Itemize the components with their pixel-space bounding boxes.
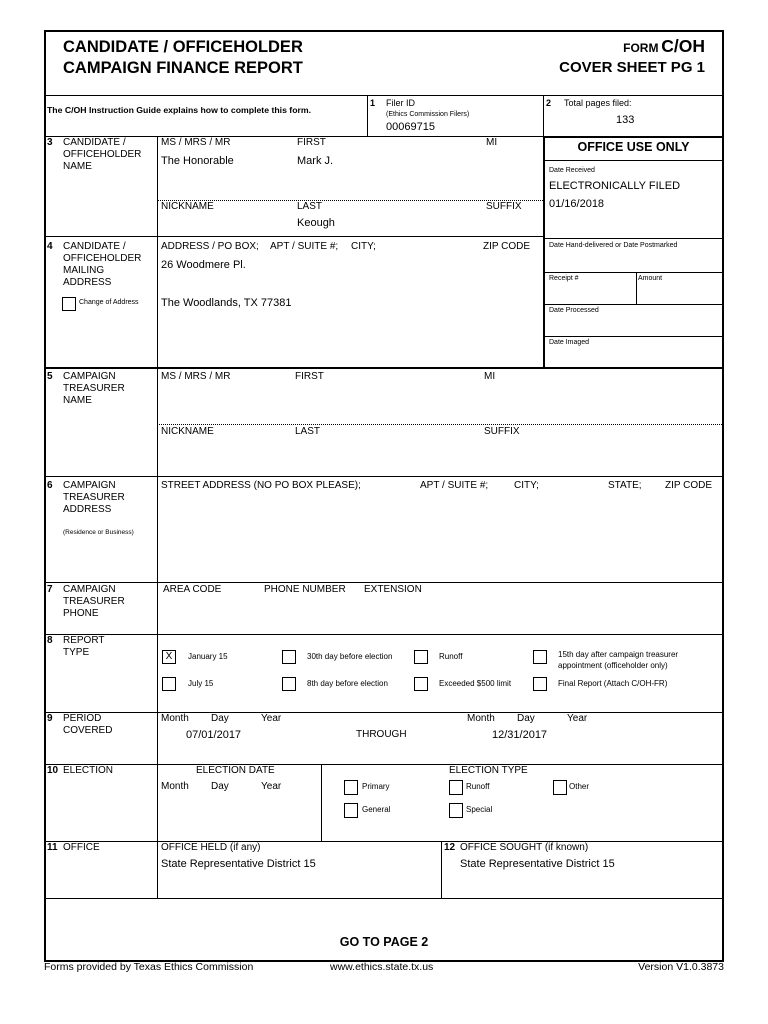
label-line: TREASURER [63, 492, 125, 503]
first-name-label: FIRST [297, 137, 326, 148]
receipt-label: Receipt # [549, 275, 579, 282]
total-pages-value[interactable]: 133 [616, 114, 635, 126]
suffix-label: SUFFIX [486, 201, 522, 212]
report-type-option-label: 8th day before election [307, 679, 388, 688]
prefix-label: MS / MRS / MR [161, 137, 231, 148]
go-to-page-2: GO TO PAGE 2 [339, 935, 429, 949]
election-type-option-label: General [362, 805, 391, 814]
election-other-checkbox[interactable] [553, 780, 567, 795]
year-label: Year [261, 713, 282, 724]
period-covered-section-label [63, 713, 112, 737]
report-type-option-label-continued: appointment (officeholder only) [558, 661, 668, 670]
section-number: 9 [47, 713, 53, 724]
section-number: 2 [546, 98, 552, 108]
treasurer-phone-section-label [63, 584, 125, 620]
divider [543, 336, 724, 337]
month-label: Month [161, 781, 189, 792]
form-code-heading [623, 36, 705, 60]
last-name-label: LAST [297, 201, 323, 212]
form-code: C/OH [661, 36, 705, 56]
label-line: OFFICEHOLDER [63, 253, 142, 264]
last-name-label: LAST [295, 426, 321, 437]
section-number: 7 [47, 584, 53, 595]
label-line: TREASURER [63, 383, 125, 394]
report-type-option-label: Runoff [439, 652, 463, 661]
period-from-value[interactable]: 07/01/2017 [186, 729, 242, 741]
form-title-line2: CAMPAIGN FINANCE REPORT [63, 59, 303, 77]
office-use-title: OFFICE USE ONLY [577, 140, 690, 154]
label-line: ADDRESS [63, 504, 112, 515]
divider [543, 238, 724, 239]
section-number: 5 [47, 371, 53, 382]
label-line: OFFICEHOLDER [63, 149, 142, 160]
section-number: 10 [47, 765, 59, 776]
date-received-label: Date Received [549, 167, 595, 174]
zip-code-label: ZIP CODE [483, 241, 531, 252]
section-number: 11 [47, 842, 58, 853]
label-column-divider [157, 136, 158, 898]
suffix-label: SUFFIX [484, 426, 520, 437]
city-label: CITY; [351, 241, 376, 252]
divider [44, 764, 724, 765]
report-type-8th-day-checkbox[interactable] [282, 677, 296, 691]
label-line: TYPE [63, 647, 90, 658]
footer-url: www.ethics.state.tx.us [330, 961, 434, 973]
year-label: Year [261, 781, 282, 792]
election-date-label: ELECTION DATE [196, 765, 275, 776]
area-code-label: AREA CODE [163, 584, 222, 595]
through-label: THROUGH [356, 729, 407, 740]
label-line: MAILING [63, 265, 105, 276]
month-label: Month [161, 713, 189, 724]
treasurer-address-section-label [63, 480, 125, 516]
divider [44, 898, 724, 899]
election-type-option-label: Special [466, 805, 493, 814]
election-type-label: ELECTION TYPE [449, 765, 528, 776]
report-type-july-15-checkbox[interactable] [162, 677, 176, 691]
month-label: Month [467, 713, 495, 724]
divider [44, 582, 724, 583]
election-type-option-label: Runoff [466, 782, 490, 791]
residence-note: (Residence or Business) [63, 529, 134, 536]
report-type-option-label: Exceeded $500 limit [439, 679, 512, 688]
mi-label: MI [486, 137, 498, 148]
extension-label: EXTENSION [364, 584, 422, 595]
office-section-label: OFFICE [63, 842, 100, 853]
divider [636, 272, 637, 304]
cover-sheet-label: COVER SHEET PG 1 [559, 59, 705, 76]
section-number: 6 [47, 480, 53, 491]
office-sought-label: OFFICE SOUGHT (if known) [460, 842, 589, 853]
divider [44, 367, 724, 369]
divider [44, 136, 724, 137]
year-label: Year [567, 713, 588, 724]
city-label: CITY; [514, 480, 539, 491]
first-name-label: FIRST [295, 371, 324, 382]
election-general-checkbox[interactable] [344, 803, 358, 818]
instructions-text: The C/OH Instruction Guide explains how to complete this form. [47, 105, 312, 115]
divider [44, 712, 724, 713]
report-type-15th-day-checkbox[interactable] [533, 650, 547, 664]
filer-id-sublabel: (Ethics Commission Filers) [386, 111, 470, 118]
day-label: Day [211, 781, 229, 792]
label-line: CANDIDATE / [63, 137, 126, 148]
total-pages-label: Total pages filed: [564, 98, 632, 108]
address-po-box-label: ADDRESS / PO BOX; [161, 241, 259, 252]
candidate-name-section-label [63, 137, 141, 173]
period-to-value[interactable]: 12/31/2017 [492, 729, 548, 741]
divider [44, 476, 724, 477]
section-number: 3 [47, 137, 53, 148]
label-line: CANDIDATE / [63, 241, 126, 252]
office-held-value[interactable]: State Representative District 15 [161, 858, 316, 870]
election-primary-checkbox[interactable] [344, 780, 358, 795]
divider [543, 95, 544, 136]
election-type-option-label: Primary [362, 782, 390, 791]
divider [543, 304, 724, 305]
dotted-divider [157, 424, 724, 425]
filer-id-value[interactable]: 00069715 [386, 121, 435, 133]
divider [44, 634, 724, 635]
day-label: Day [211, 713, 229, 724]
treasurer-name-section-label [63, 371, 125, 407]
divider [44, 95, 724, 96]
candidate-prefix-value[interactable]: The Honorable [161, 155, 234, 167]
candidate-address-section-label [63, 241, 141, 289]
amount-label: Amount [638, 275, 663, 282]
report-type-exceeded-limit-checkbox[interactable] [414, 677, 428, 691]
footer-version: Version V1.0.3873 [638, 961, 724, 973]
report-type-option-label: Final Report (Attach C/OH-FR) [558, 679, 668, 688]
label-line: NAME [63, 161, 92, 172]
divider [543, 272, 724, 273]
report-type-option-label: January 15 [188, 652, 228, 661]
candidate-last-name-value[interactable]: Keough [297, 217, 335, 229]
mi-label: MI [484, 371, 496, 382]
office-sought-value[interactable]: State Representative District 15 [460, 858, 615, 870]
label-line: ADDRESS [63, 277, 112, 288]
divider [441, 841, 442, 898]
change-of-address-label: Change of Address [79, 299, 139, 306]
prefix-label: MS / MRS / MR [161, 371, 231, 382]
street-address-label: STREET ADDRESS (NO PO BOX PLEASE); [161, 480, 361, 491]
label-line: PERIOD [63, 713, 102, 724]
footer-provided-by: Forms provided by Texas Ethics Commission [44, 961, 254, 973]
apt-suite-label: APT / SUITE #; [420, 480, 489, 491]
section-number: 12 [444, 842, 456, 853]
day-label: Day [517, 713, 535, 724]
label-line: NAME [63, 395, 92, 406]
label-line: CAMPAIGN [63, 480, 116, 491]
zip-code-label: ZIP CODE [665, 480, 713, 491]
change-of-address-checkbox[interactable] [62, 297, 76, 311]
divider [367, 95, 368, 136]
report-type-final-report-checkbox[interactable] [533, 677, 547, 691]
election-runoff-checkbox[interactable] [449, 780, 463, 795]
form-title-line1: CANDIDATE / OFFICEHOLDER [63, 38, 303, 56]
election-type-option-label: Other [569, 782, 590, 791]
report-type-section-label [63, 635, 105, 659]
date-received-status: ELECTRONICALLY FILED [549, 180, 681, 192]
date-processed-label: Date Processed [549, 307, 599, 314]
report-type-option-label: 30th day before election [307, 652, 393, 661]
section-number: 4 [47, 241, 53, 252]
section-number: 1 [370, 98, 376, 108]
apt-suite-label: APT / SUITE #; [270, 241, 339, 252]
state-label: STATE; [608, 480, 642, 491]
divider [44, 841, 724, 842]
election-special-checkbox[interactable] [449, 803, 463, 818]
label-line: TREASURER [63, 596, 125, 607]
candidate-street-value[interactable]: 26 Woodmere Pl. [161, 259, 246, 271]
label-line: PHONE [63, 608, 99, 619]
date-imaged-label: Date Imaged [549, 339, 590, 346]
section-number: 8 [47, 635, 53, 646]
divider [321, 764, 322, 841]
report-type-30th-day-checkbox[interactable] [282, 650, 296, 664]
nickname-label: NICKNAME [161, 426, 214, 437]
candidate-city-state-zip-value[interactable]: The Woodlands, TX 77381 [161, 297, 292, 309]
label-line: CAMPAIGN [63, 584, 116, 595]
label-line: CAMPAIGN [63, 371, 116, 382]
phone-number-label: PHONE NUMBER [264, 584, 346, 595]
check-mark: X [165, 651, 173, 662]
nickname-label: NICKNAME [161, 201, 214, 212]
filer-id-label: Filer ID [386, 98, 415, 108]
label-line: COVERED [63, 725, 113, 736]
report-type-option-label: July 15 [188, 679, 214, 688]
election-section-label: ELECTION [63, 765, 114, 776]
report-type-january-15-checkbox[interactable] [162, 650, 176, 664]
form-prefix: FORM [623, 41, 659, 55]
label-line: REPORT [63, 635, 105, 646]
divider [543, 160, 724, 161]
report-type-option-label: 15th day after campaign treasurer [558, 650, 679, 659]
divider [44, 236, 543, 237]
hand-delivered-label: Date Hand-delivered or Date Postmarked [549, 242, 678, 249]
candidate-first-name-value[interactable]: Mark J. [297, 155, 334, 167]
office-held-label: OFFICE HELD (if any) [161, 842, 261, 853]
date-received-date: 01/16/2018 [549, 198, 605, 210]
report-type-runoff-checkbox[interactable] [414, 650, 428, 664]
